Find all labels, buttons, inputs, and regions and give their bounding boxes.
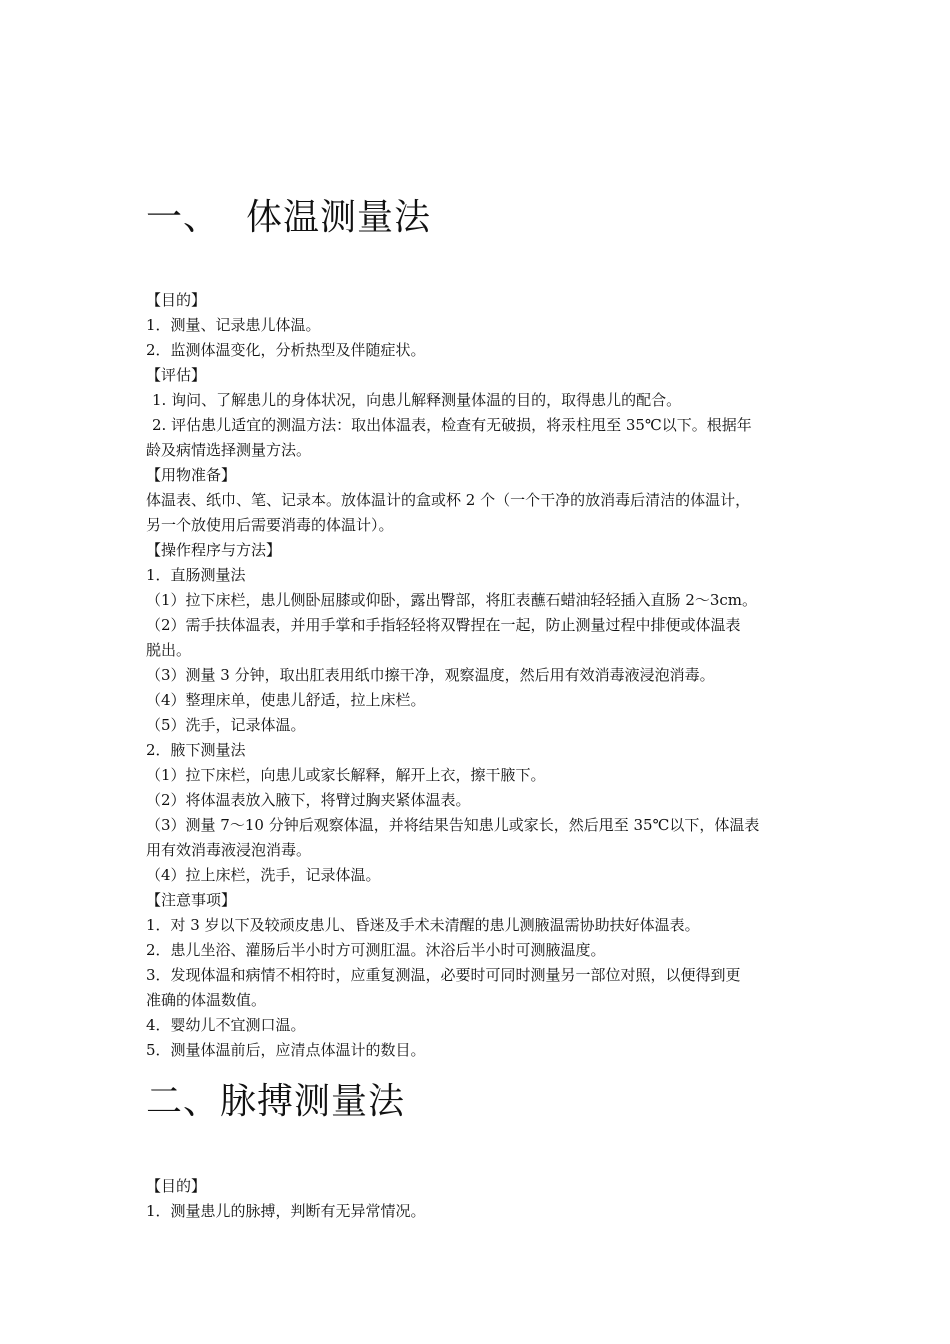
subheading-notes: 【注意事项】 (146, 891, 237, 909)
section-title: 脉搏测量法 (220, 1081, 406, 1122)
paragraph-line: （2）需手扶体温表，并用手掌和手指轻轻将双臀捏在一起，防止测量过程中排便或体温表 (146, 616, 741, 634)
subheading-supplies: 【用物准备】 (146, 466, 237, 484)
section-number: 二、 (146, 1081, 221, 1122)
paragraph-line: 3．发现体温和病情不相符时，应重复测温，必要时可同时测量另一部位对照，以便得到更 (146, 966, 741, 984)
paragraph-line: 脱出。 (146, 641, 192, 659)
paragraph-line: 体温表、纸巾、笔、记录本。放体温计的盒或杯 2 个（一个干净的放消毒后清洁的体温计， (146, 491, 751, 509)
paragraph-line: （1）拉下床栏，患儿侧卧屈膝或仰卧，露出臀部，将肛表蘸石蜡油轻轻插入直肠 2～3cm。 (146, 591, 758, 609)
paragraph-line: 龄及病情选择测量方法。 (146, 441, 312, 459)
subheading-purpose: 【目的】 (146, 1177, 207, 1195)
paragraph-line: 1．直肠测量法 (146, 566, 246, 584)
paragraph-line: 2. 评估患儿适宜的测温方法：取出体温表，检查有无破损，将汞柱甩至 35℃以下。根据年 (152, 416, 752, 434)
paragraph-line: 另一个放使用后需要消毒的体温计）。 (146, 516, 394, 534)
paragraph-line: （4）整理床单，使患儿舒适，拉上床栏。 (146, 691, 426, 709)
paragraph-line: 5．测量体温前后，应清点体温计的数目。 (146, 1041, 426, 1059)
section-body (146, 1174, 810, 1224)
paragraph-line: （5）洗手，记录体温。 (146, 716, 306, 734)
paragraph-line: 1．测量患儿的脉搏，判断有无异常情况。 (146, 1202, 426, 1220)
paragraph-line: 4．婴幼儿不宜测口温。 (146, 1016, 306, 1034)
subheading-assessment: 【评估】 (146, 366, 207, 384)
paragraph-line: 1．测量、记录患儿体温。 (146, 316, 321, 334)
section-heading (146, 1080, 405, 1124)
paragraph-line: （3）测量 3 分钟，取出肛表用纸巾擦干净，观察温度，然后用有效消毒液浸泡消毒。 (146, 666, 715, 684)
paragraph-line: （1）拉下床栏，向患儿或家长解释，解开上衣，擦干腋下。 (146, 766, 546, 784)
subheading-purpose: 【目的】 (146, 291, 207, 309)
section-title: 体温测量法 (246, 197, 432, 238)
section-heading (146, 196, 431, 240)
paragraph-line: 1. 询问、了解患儿的身体状况，向患儿解释测量体温的目的，取得患儿的配合。 (152, 391, 682, 409)
paragraph-line: 准确的体温数值。 (146, 991, 267, 1009)
paragraph-line: （2）将体温表放入腋下，将臂过胸夹紧体温表。 (146, 791, 471, 809)
paragraph-line: 2．患儿坐浴、灌肠后半小时方可测肛温。沐浴后半小时可测腋温度。 (146, 941, 606, 959)
section-body (146, 288, 810, 1063)
subheading-procedure: 【操作程序与方法】 (146, 541, 282, 559)
paragraph-line: 2．腋下测量法 (146, 741, 246, 759)
paragraph-line: （4）拉上床栏，洗手，记录体温。 (146, 866, 381, 884)
paragraph-line: 1．对 3 岁以下及较顽皮患儿、昏迷及手术未清醒的患儿测腋温需协助扶好体温表。 (146, 916, 700, 934)
section-number: 一、 (146, 197, 221, 238)
paragraph-line: （3）测量 7～10 分钟后观察体温，并将结果告知患儿或家长，然后甩至 35℃以下，体温表 (146, 816, 760, 834)
paragraph-line: 用有效消毒液浸泡消毒。 (146, 841, 312, 859)
paragraph-line: 2．监测体温变化，分析热型及伴随症状。 (146, 341, 426, 359)
